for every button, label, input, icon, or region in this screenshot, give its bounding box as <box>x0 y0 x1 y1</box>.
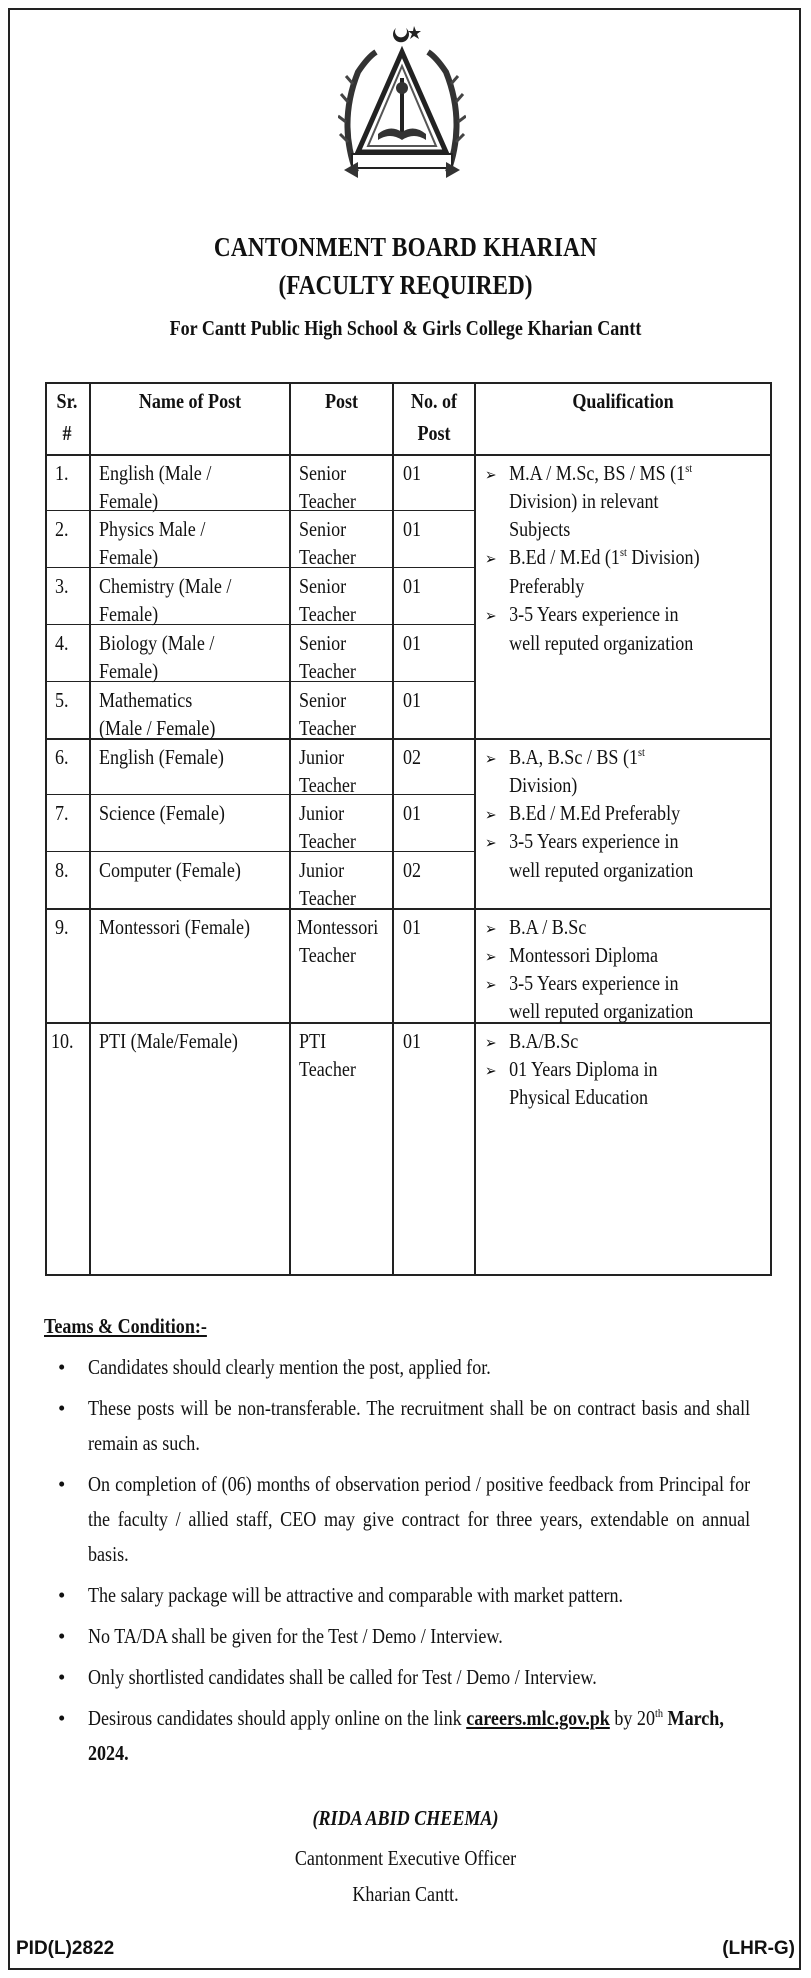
qualification-text: well reputed organization <box>509 999 694 1023</box>
terms-list <box>52 1350 782 1777</box>
arrow-bullet-icon: ➢ <box>485 949 497 966</box>
signatory-name: (RIDA ABID CHEEMA) <box>312 1806 499 1830</box>
deadline-year: 2024. <box>88 1741 129 1765</box>
arrow-bullet-icon: ➢ <box>485 1035 497 1052</box>
qualification-text: Division) <box>509 773 578 797</box>
row-name-2: (Male / Female) <box>99 716 216 740</box>
qualification-text: Montessori Diploma <box>509 943 659 967</box>
deadline-month: March, <box>667 1706 724 1730</box>
row-name: Physics Male / <box>99 517 206 541</box>
header-no-of-post: No. of <box>410 389 458 413</box>
list-item <box>52 1578 782 1613</box>
region-code: (LHR-G) <box>722 1938 795 1959</box>
row-post: Senior <box>299 574 347 598</box>
row-name-2: Female) <box>99 602 159 626</box>
arrow-bullet-icon: ➢ <box>485 977 497 994</box>
row-sr: 1. <box>55 461 69 485</box>
qualification-text: B.Ed / M.Ed Preferably <box>509 801 681 825</box>
row-count: 01 <box>403 801 422 825</box>
faculty-table <box>45 382 772 1276</box>
qualification-text: 3-5 Years experience in <box>509 829 679 853</box>
row-post: Senior <box>299 517 347 541</box>
header-qualification: Qualification <box>572 389 674 413</box>
row-name: Science (Female) <box>99 801 225 825</box>
qualification-text: B.A / B.Sc <box>509 915 587 939</box>
qualification-text: 3-5 Years experience in <box>509 602 679 626</box>
bullet-dot-icon: • <box>58 1472 66 1496</box>
row-count: 01 <box>403 574 422 598</box>
row-name-2: Female) <box>99 489 159 513</box>
superscript: st <box>619 545 627 559</box>
row-count: 02 <box>403 745 422 769</box>
row-post: Junior <box>299 801 345 825</box>
qualification-text: Subjects <box>509 517 571 541</box>
careers-link[interactable]: careers.mlc.gov.pk <box>466 1706 610 1730</box>
qualification-text: Preferably <box>509 574 585 598</box>
row-name: English (Female) <box>99 745 224 769</box>
row-count: 01 <box>403 517 422 541</box>
row-post-2: Teacher <box>299 489 356 513</box>
header-sr: Sr. <box>56 389 78 413</box>
qualification-text: 01 Years Diploma in <box>509 1057 658 1081</box>
row-name: Mathematics <box>99 688 193 712</box>
row-sr: 6. <box>55 745 69 769</box>
qualification-text: Division) <box>631 545 700 569</box>
row-post: Senior <box>299 461 347 485</box>
superscript: th <box>654 1706 664 1720</box>
row-post-2: Teacher <box>299 943 356 967</box>
row-post: Montessori <box>297 915 379 939</box>
header-sr-hash: # <box>62 421 72 445</box>
row-sr: 7. <box>55 801 69 825</box>
list-item <box>52 1619 782 1654</box>
header-name-of-post: Name of Post <box>138 389 242 413</box>
row-post-2: Teacher <box>299 602 356 626</box>
list-item <box>52 1701 782 1771</box>
term-text: Desirous candidates should apply online on the link <box>88 1706 462 1730</box>
term-text: Candidates should clearly mention the post, applied for. <box>88 1355 491 1379</box>
row-count: 02 <box>403 858 422 882</box>
row-post-2: Teacher <box>299 886 356 910</box>
list-item <box>52 1467 782 1572</box>
header-post: Post <box>324 389 359 413</box>
row-post-2: Teacher <box>299 716 356 740</box>
row-count: 01 <box>403 915 422 939</box>
row-count: 01 <box>403 631 422 655</box>
board-title: CANTONMENT BOARD KHARIAN <box>213 232 598 262</box>
qualification-text: well reputed organization <box>509 631 694 655</box>
row-post-2: Teacher <box>299 1057 356 1081</box>
term-text: The salary package will be attractive and comparable with market pattern. <box>88 1583 624 1607</box>
term-text: Only shortlisted candidates shall be called for Test / Demo / Interview. <box>88 1665 597 1689</box>
superscript: st <box>638 745 645 759</box>
row-sr: 10. <box>51 1029 74 1053</box>
bullet-dot-icon: • <box>58 1396 66 1420</box>
row-name-2: Female) <box>99 659 159 683</box>
arrow-bullet-icon: ➢ <box>485 807 497 824</box>
bullet-dot-icon: • <box>58 1706 66 1730</box>
row-sr: 8. <box>55 858 69 882</box>
row-name: Biology (Male / <box>99 631 215 655</box>
arrow-bullet-icon: ➢ <box>485 835 497 852</box>
list-item <box>52 1391 782 1461</box>
qualification-text: Physical Education <box>509 1085 649 1109</box>
qualification-text: M.A / M.Sc, BS / MS (1 <box>509 461 686 485</box>
bullet-dot-icon: • <box>58 1624 66 1648</box>
row-name: English (Male / <box>99 461 212 485</box>
qualification-text: B.A/B.Sc <box>509 1029 579 1053</box>
term-text: No TA/DA shall be given for the Test / Demo / Interview. <box>88 1624 503 1648</box>
row-count: 01 <box>403 461 422 485</box>
list-item <box>52 1350 782 1385</box>
list-item <box>52 1660 782 1695</box>
row-count: 01 <box>403 688 422 712</box>
term-text: by 20 <box>614 1706 655 1730</box>
header-no-of-post-2: Post <box>417 421 451 445</box>
row-sr: 2. <box>55 517 69 541</box>
terms-heading: Teams & Condition:- <box>44 1314 207 1338</box>
qualification-text: B.A, B.Sc / BS (1 <box>509 745 639 769</box>
qualification-text: well reputed organization <box>509 858 694 882</box>
row-post: Senior <box>299 631 347 655</box>
signatory-designation: Cantonment Executive Officer <box>294 1846 517 1870</box>
row-sr: 5. <box>55 688 69 712</box>
row-post-2: Teacher <box>299 545 356 569</box>
qualification-text: Division) in relevant <box>509 489 659 513</box>
row-name: Montessori (Female) <box>99 915 250 939</box>
row-name: Computer (Female) <box>99 858 241 882</box>
row-count: 01 <box>403 1029 422 1053</box>
cantonment-board-emblem <box>338 22 466 190</box>
notice-subtitle: (FACULTY REQUIRED) <box>278 270 533 300</box>
term-text: On completion of (06) months of observation period / positive feedback from Principal for the faculty / allied staff, CEO may give contract for three years, extendable on annual basis. <box>88 1472 751 1566</box>
row-post: Junior <box>299 858 345 882</box>
arrow-bullet-icon: ➢ <box>485 608 497 625</box>
signatory-place: Kharian Cantt. <box>352 1882 459 1906</box>
bullet-dot-icon: • <box>58 1665 66 1689</box>
row-sr: 4. <box>55 631 69 655</box>
arrow-bullet-icon: ➢ <box>485 551 497 568</box>
row-post: Junior <box>299 745 345 769</box>
row-post: Senior <box>299 688 347 712</box>
row-sr: 3. <box>55 574 69 598</box>
row-name-2: Female) <box>99 545 159 569</box>
row-post-2: Teacher <box>299 659 356 683</box>
term-text: These posts will be non-transferable. The recruitment shall be on contract basis and shall remain as such. <box>88 1396 751 1455</box>
row-name: PTI (Male/Female) <box>99 1029 238 1053</box>
row-post-2: Teacher <box>299 829 356 853</box>
pid-code: PID(L)2822 <box>16 1938 115 1959</box>
arrow-bullet-icon: ➢ <box>485 467 497 484</box>
row-post-2: Teacher <box>299 773 356 797</box>
arrow-bullet-icon: ➢ <box>485 921 497 938</box>
superscript: st <box>685 461 693 475</box>
qualification-text: 3-5 Years experience in <box>509 971 679 995</box>
bullet-dot-icon: • <box>58 1355 66 1379</box>
row-post: PTI <box>299 1029 327 1053</box>
arrow-bullet-icon: ➢ <box>485 751 497 768</box>
arrow-bullet-icon: ➢ <box>485 1063 497 1080</box>
qualification-text: B.Ed / M.Ed (1 <box>509 545 620 569</box>
institution-line: For Cantt Public High School & Girls College Kharian Cantt <box>169 316 642 340</box>
row-sr: 9. <box>55 915 69 939</box>
row-name: Chemistry (Male / <box>99 574 232 598</box>
bullet-dot-icon: • <box>58 1583 66 1607</box>
